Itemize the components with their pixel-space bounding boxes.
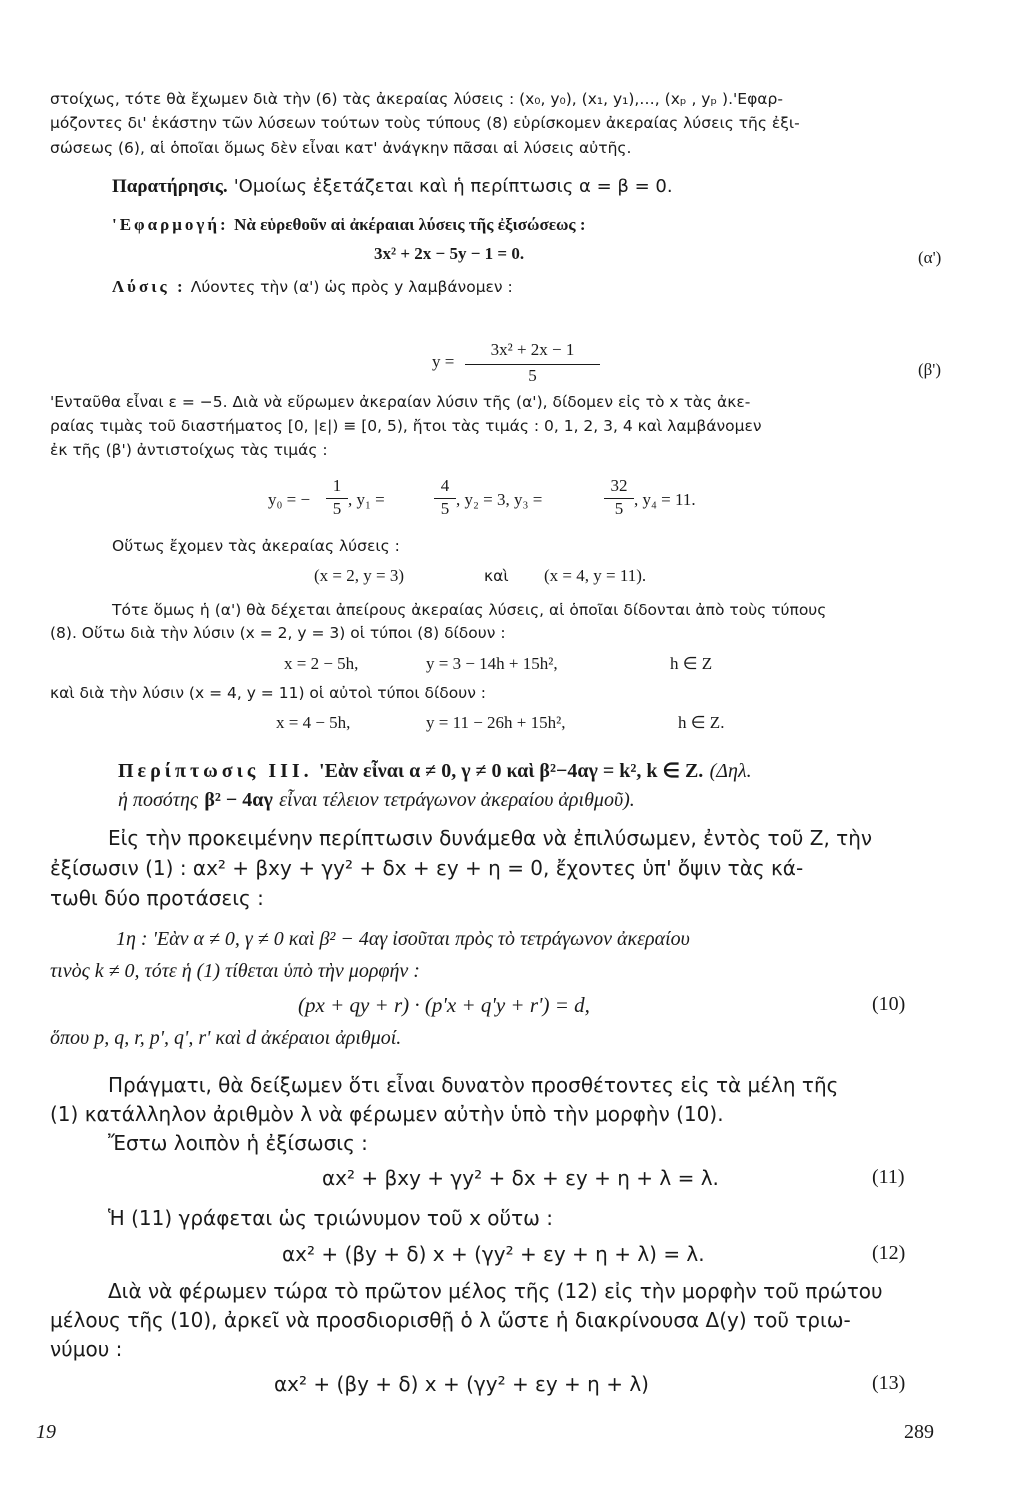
text-line: Ἔστω λοιπὸν ἡ ἐξίσωσις : — [108, 1131, 368, 1155]
proposition-line: 1η : 'Εὰν α ≠ 0, γ ≠ 0 καὶ β² − 4αγ ἰσοῦται πρὸς τὸ τετράγωνον ἀκεραίου — [116, 928, 690, 950]
page-number: 289 — [904, 1421, 934, 1443]
text-line: τωθι δύο προτάσεις : — [50, 886, 264, 910]
text-line: στοίχως, τότε θὰ ἔχωμεν διὰ τὴν (6) τὰς ἀκεραίας λύσεις : (x₀, y₀), (x₁, y₁),…, (xₚ , yₚ ).'Εφαρ- — [50, 90, 783, 108]
equation-tag: (α') — [918, 248, 942, 267]
text-line: 'Ενταῦθα εἶναι ε = −5. Διὰ νὰ εὕρωμεν ἀκεραίαν λύσιν τῆς (α'), δίδομεν εἰς τὸ x τὰς ἀκε- — [50, 393, 751, 411]
values-y0-num: 1 — [332, 476, 342, 495]
text-line: Οὕτως ἔχομεν τὰς ἀκεραίας λύσεις : — [112, 537, 400, 555]
equation-tag: (10) — [872, 993, 906, 1015]
formula-h: h ∈ Z. — [678, 713, 725, 732]
equation-12: αx² + (βy + δ) x + (γy² + εy + η + λ) = λ. — [282, 1242, 705, 1266]
equation-11: αx² + βxy + γy² + δx + εy + η + λ = λ. — [322, 1166, 719, 1190]
text-line: Εἰς τὴν προκειμένην περίπτωσιν δυνάμεθα νὰ ἐπιλύσωμεν, ἐντὸς τοῦ Z, τὴν — [108, 826, 873, 850]
formula-x: x = 4 − 5h, — [276, 713, 351, 732]
formula-h: h ∈ Z — [670, 654, 713, 673]
text-line: ραίας τιμὰς τοῦ διαστήματος [0, |ε|) ≡ [0, 5), ἤτοι τὰς τιμάς : 0, 1, 2, 3, 4 καὶ λαμβάνομεν — [50, 417, 762, 435]
values-y0: y₀ = − — [268, 490, 311, 509]
formula-y: y = 11 − 26h + 15h², — [426, 713, 566, 732]
equation-b-numerator: 3x² + 2x − 1 — [490, 340, 575, 359]
text-line: μόζοντες δι' ἑκάστην τῶν λύσεων τούτων τοὺς τύπους (8) εὑρίσκομεν ἀκεραίας λύσεις τῆς ἐξι- — [50, 114, 800, 132]
case-three-expression: β² − 4αγ — [204, 789, 273, 811]
equation-b-denominator: 5 — [528, 366, 537, 385]
case-three-heading-line — [118, 758, 752, 783]
equation-tag: (11) — [872, 1166, 905, 1188]
values-y2-y3: , y₂ = 3, y₃ = — [456, 490, 543, 509]
solution-pair-a: (x = 2, y = 3) — [314, 566, 404, 585]
application-line — [112, 215, 586, 235]
values-y0-den: 5 — [332, 499, 342, 518]
solution-pair-b: (x = 4, y = 11). — [544, 566, 647, 585]
text-line: μέλους τῆς (10), ἀρκεῖ νὰ προσδιορισθῇ ὁ λ ὥστε ἡ διακρίνουσα Δ(y) τοῦ τριω- — [50, 1308, 851, 1332]
equation-a: 3x² + 2x − 5y − 1 = 0. — [374, 244, 525, 263]
formula-x: x = 2 − 5h, — [284, 654, 359, 673]
formula-y: y = 3 − 14h + 15h², — [426, 654, 558, 673]
text-line: νύμου : — [50, 1337, 123, 1361]
equation-10: (px + qy + r) · (p'x + q'y + r') = d, — [298, 993, 590, 1017]
fraction-bar — [465, 364, 600, 365]
signature-mark: 19 — [36, 1421, 56, 1443]
application-heading: 'Εφαρμογή: — [112, 215, 229, 234]
case-three-second-line — [118, 787, 635, 812]
values-y4: , y₄ = 11. — [634, 490, 696, 509]
case-three-heading: Περίπτωσις ΙΙΙ. — [118, 760, 313, 782]
text-line: Ἡ (11) γράφεται ὡς τριώνυμον τοῦ x οὕτω : — [108, 1206, 553, 1230]
case-three-note: (Δηλ. — [709, 760, 752, 782]
text-line: ἐξίσωσιν (1) : αx² + βxy + γy² + δx + εy + η = 0, ἔχοντες ὑπ' ὄψιν τὰς κά- — [50, 856, 804, 880]
text-line: ἐκ τῆς (β') ἀντιστοίχως τὰς τιμάς : — [50, 441, 328, 459]
remark-heading: Παρατήρησις. — [112, 176, 228, 197]
text-line: Τότε ὅμως ἡ (α') θὰ δέχεται ἀπείρους ἀκεραίας λύσεις, αἱ ὁποῖαι δίδονται ἀπὸ τοὺς τύπους — [112, 601, 827, 619]
values-y1-den: 5 — [440, 499, 450, 518]
text-line: καὶ διὰ τὴν λύσιν (x = 4, y = 11) οἱ αὐτοὶ τύποι δίδουν : — [50, 684, 487, 702]
solution-text: Λύοντες τὴν (α') ὡς πρὸς y λαμβάνομεν : — [190, 278, 513, 296]
values-y1-num: 4 — [440, 476, 450, 495]
case-three-note: ἡ ποσότης — [118, 789, 198, 811]
values-y3-den: 5 — [614, 499, 624, 518]
text-line: σώσεως (6), αἱ ὁποῖαι ὅμως δὲν εἶναι κατ' ἀνάγκην πᾶσαι αἱ λύσεις αὐτῆς. — [50, 139, 632, 157]
values-y1: , y₁ = — [348, 490, 385, 509]
remark-line — [112, 175, 673, 198]
remark-text: 'Ομοίως ἐξετάζεται καὶ ἡ περίπτωσις α = β = 0. — [233, 176, 673, 197]
text-line: (1) κατάλληλον ἀριθμὸν λ νὰ φέρωμεν αὐτὴν ὑπὸ τὴν μορφὴν (10). — [50, 1102, 724, 1126]
equation-tag: (β') — [918, 360, 942, 379]
text-line: (8). Οὕτω διὰ τὴν λύσιν (x = 2, y = 3) οἱ τύποι (8) δίδουν : — [50, 624, 506, 642]
equation-13: αx² + (βy + δ) x + (γy² + εy + η + λ) — [274, 1372, 649, 1396]
text-line: Διὰ νὰ φέρωμεν τώρα τὸ πρῶτον μέλος τῆς (12) εἰς τὴν μορφὴν τοῦ πρώτου — [108, 1279, 883, 1303]
solution-heading: Λύσις : — [112, 277, 186, 296]
equation-tag: (12) — [872, 1242, 906, 1264]
solution-line — [112, 277, 513, 297]
proposition-line: ὅπου p, q, r, p', q', r' καὶ d ἀκέραιοι ἀριθμοί. — [50, 1027, 402, 1049]
equation-b-lhs: y = — [432, 352, 455, 371]
values-y3-num: 32 — [610, 476, 628, 495]
case-three-condition: 'Εὰν εἶναι α ≠ 0, γ ≠ 0 καὶ β²−4αγ = k², k ∈ Z. — [319, 760, 704, 782]
proposition-line: τινὸς k ≠ 0, τότε ἡ (1) τίθεται ὑπὸ τὴν μορφήν : — [50, 960, 420, 982]
text-line: Πράγματι, θὰ δείξωμεν ὅτι εἶναι δυνατὸν προσθέτοντες εἰς τὰ μέλη τῆς — [108, 1073, 839, 1097]
application-text: Νὰ εὑρεθοῦν αἱ ἀκέραιαι λύσεις τῆς ἐξισώσεως : — [234, 215, 586, 234]
equation-tag: (13) — [872, 1372, 906, 1394]
case-three-note: εἶναι τέλειον τετράγωνον ἀκεραίου ἀριθμοῦ). — [279, 789, 635, 811]
solution-pair-and: καὶ — [484, 567, 509, 585]
